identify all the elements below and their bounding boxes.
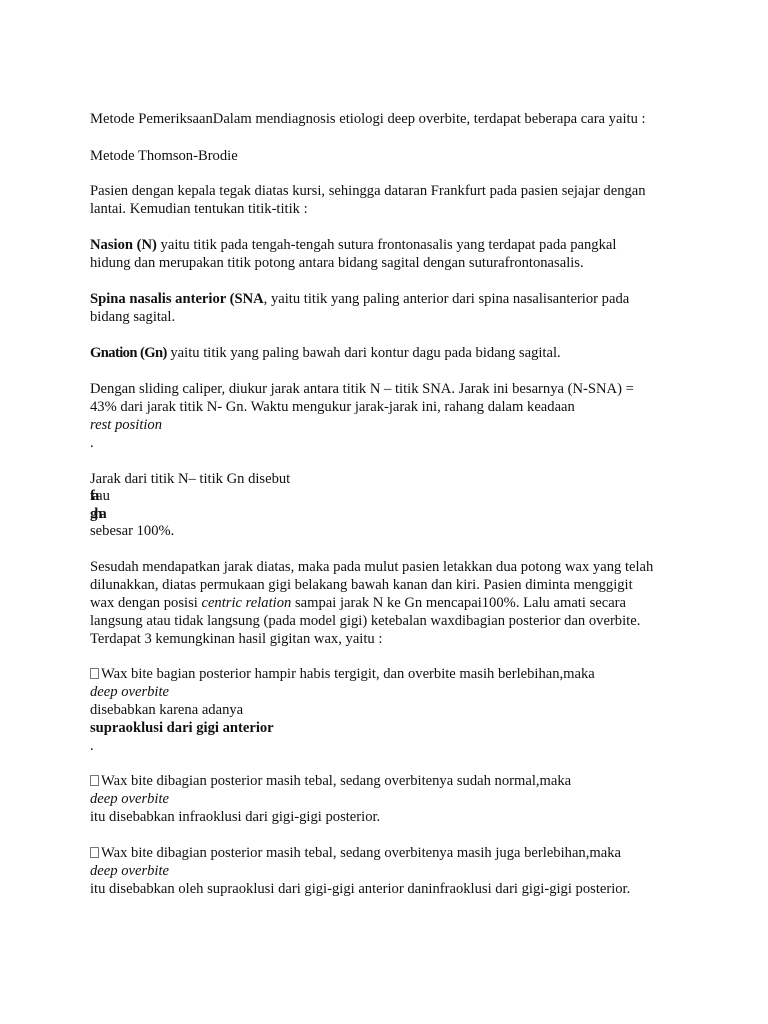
gnation-line xyxy=(90,344,561,362)
patient-position-line-2: lantai. Kemudian tentukan titik-titik : xyxy=(90,201,308,217)
bullet-1-line-1 xyxy=(90,665,595,683)
bullet-3-line-3: itu disebabkan oleh supraoklusi dari gigi-gigi anterior daninfraoklusi dari gigi-gigi posterior. xyxy=(90,881,631,897)
deep-overbite-italic: deep overbite xyxy=(90,791,170,807)
caliper-line-2: 43% dari jarak titik N- Gn. Waktu mengukur jarak-jarak ini, rahang dalam keadaan xyxy=(90,399,575,415)
garbled-char: h xyxy=(94,506,100,522)
wax-line-1: Sesudah mendapatkan jarak diatas, maka pada mulut pasien letakkan dua potong wax yang telah xyxy=(90,559,654,575)
patient-position-line-1: Pasien dengan kepala tegak diatas kursi, sehingga dataran Frankfurt pada pasien sejajar dengan xyxy=(90,183,646,199)
hundred-percent-line: sebesar 100%. xyxy=(90,523,175,539)
bullet-box-icon xyxy=(90,775,99,786)
wax-line-5: Terdapat 3 kemungkinan hasil gigitan wax, yaitu : xyxy=(90,631,383,647)
supraoklusi-bold: supraoklusi dari gigi anterior xyxy=(90,720,274,736)
bullet-2-deep-overbite xyxy=(90,790,169,808)
bullet-2-line-3: itu disebabkan infraoklusi dari gigi-gigi posterior. xyxy=(90,809,381,825)
bullet-1-line-3: disebabkan karena adanya xyxy=(90,702,244,718)
period-2: . xyxy=(90,738,94,754)
garbled-char: au xyxy=(96,488,110,504)
bullet-2-line-1 xyxy=(90,772,571,790)
bullet-box-icon xyxy=(90,847,99,858)
bullet-3-deep-overbite xyxy=(90,862,169,880)
wax-line-2: dilunakkan, diatas permukaan gigi belakang bawah kanan dan kiri. Pasien diminta menggigit xyxy=(90,577,633,593)
wax-text: sampai jarak N ke Gn mencapai100%. Lalu amati secara xyxy=(291,595,627,611)
nasion-definition: yaitu titik pada tengah-tengah sutura frontonasalis yang terdapat pada pangkal xyxy=(156,237,617,253)
garbled-char: a xyxy=(91,488,97,504)
garbled-char: f xyxy=(90,488,92,504)
garbled-char: g xyxy=(90,506,95,522)
wax-text: wax dengan posisi xyxy=(90,595,202,611)
wax-line-4: langsung atau tidak langsung (pada model gigi) ketebalan waxdibagian posterior dan overbite. xyxy=(90,613,641,629)
rest-position-italic: rest position xyxy=(90,417,163,433)
bullet-3-line-1 xyxy=(90,844,621,862)
nasion-line-2: hidung dan merupakan titik potong antara bidang sagital dengan suturafrontonasalis. xyxy=(90,255,584,271)
bullet-box-icon xyxy=(90,668,99,679)
sna-term: Spina nasalis anterior (SNA xyxy=(90,291,264,307)
sna-line-1 xyxy=(90,290,629,308)
deep-overbite-italic: deep overbite xyxy=(90,863,170,879)
garbled-text-1 xyxy=(90,487,110,505)
gnation-term: Gnation (Gn) xyxy=(90,345,167,361)
period-1: . xyxy=(90,435,94,451)
sna-line-2: bidang sagital. xyxy=(90,309,176,325)
method-heading: Metode Thomson-Brodie xyxy=(90,148,238,164)
centric-relation-italic: centric relation xyxy=(201,595,292,611)
intro-paragraph: Metode PemeriksaanDalam mendiagnosis etiologi deep overbite, terdapat beberapa cara yaitu : xyxy=(90,111,646,127)
nasion-term: Nasion (N) xyxy=(90,237,157,253)
rest-position-label xyxy=(90,416,162,434)
deep-overbite-italic: deep overbite xyxy=(90,684,170,700)
nasion-line-1 xyxy=(90,236,616,254)
distance-line: Jarak dari titik N– titik Gn disebut xyxy=(90,471,291,487)
bullet-3-text: Wax bite dibagian posterior masih tebal, sedang overbitenya masih juga berlebihan,maka xyxy=(101,845,621,861)
garbled-char: a xyxy=(99,506,104,522)
bullet-2-text: Wax bite dibagian posterior masih tebal, sedang overbitenya sudah normal,maka xyxy=(101,773,572,789)
gnation-definition: yaitu titik yang paling bawah dari kontur dagu pada bidang sagital. xyxy=(166,345,561,361)
garbled-text-2 xyxy=(90,505,104,523)
wax-line-3 xyxy=(90,594,626,612)
bullet-1-bold-line xyxy=(90,719,274,737)
caliper-line-1: Dengan sliding caliper, diukur jarak antara titik N – titik SNA. Jarak ini besarnya (N-SNA) = xyxy=(90,381,634,397)
bullet-1-text: Wax bite bagian posterior hampir habis tergigit, dan overbite masih berlebihan,maka xyxy=(101,666,595,682)
bullet-1-deep-overbite xyxy=(90,683,169,701)
sna-definition: , yaitu titik yang paling anterior dari spina nasalisanterior pada xyxy=(263,291,630,307)
